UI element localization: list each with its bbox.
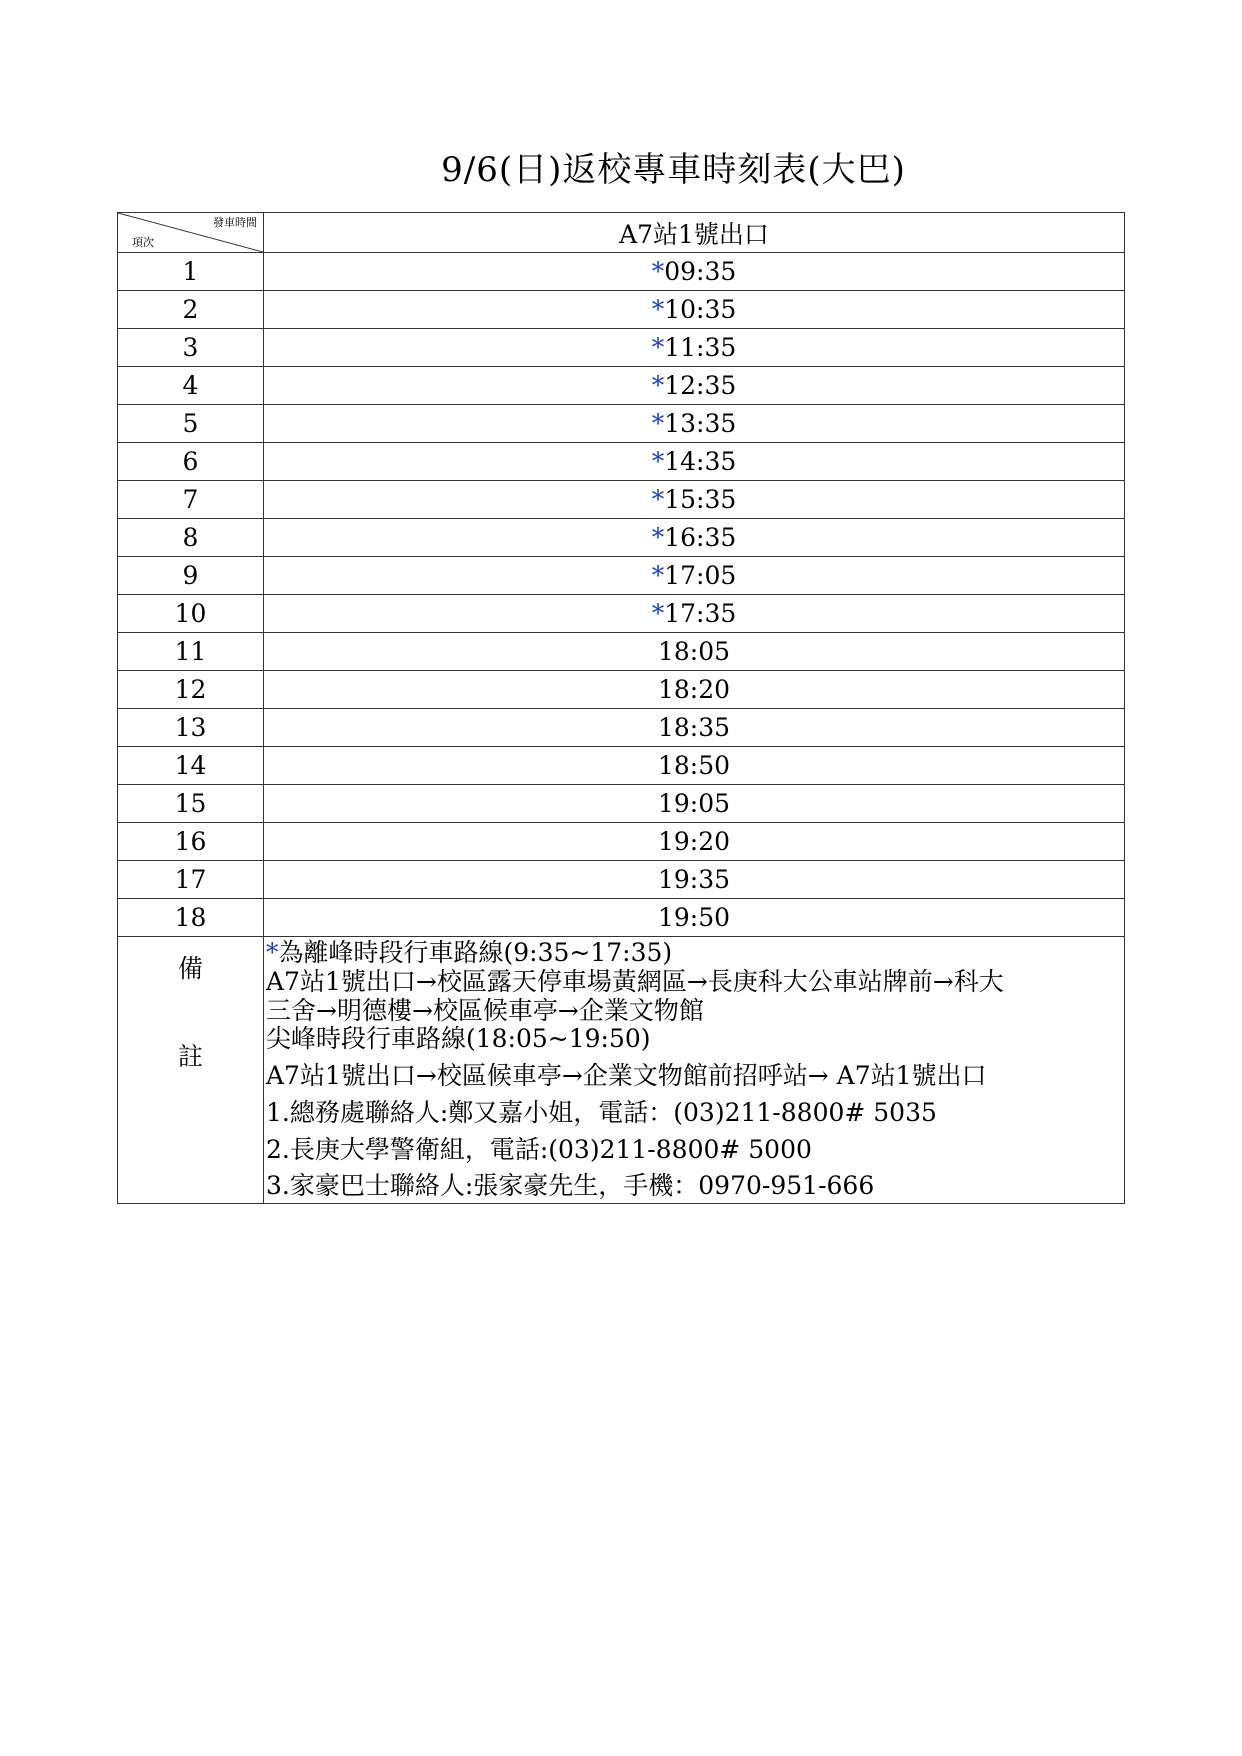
- offpeak-star-marker: *: [651, 371, 665, 400]
- table-row: [118, 747, 1125, 785]
- table-row: [118, 595, 1125, 633]
- offpeak-title: 為離峰時段行車路線(9:35~17:35): [278, 938, 673, 967]
- time-value: 18:50: [657, 751, 731, 780]
- peak-title: 尖峰時段行車路線(18:05~19:50): [266, 1024, 651, 1054]
- departure-time: [264, 747, 1125, 785]
- table-row: [118, 405, 1125, 443]
- departure-time: [264, 481, 1125, 519]
- offpeak-star-marker: *: [651, 599, 665, 628]
- departure-time: [264, 709, 1125, 747]
- row-number: 6: [118, 443, 264, 481]
- time-value: 18:35: [657, 713, 731, 742]
- schedule-table: [117, 212, 1125, 1204]
- time-value: 13:35: [664, 409, 737, 438]
- contact-line-3: 3.家豪巴士聯絡人:張家豪先生，手機：0970-951-666: [266, 1171, 875, 1201]
- offpeak-star-marker: *: [651, 523, 665, 552]
- item-no-label: 項次: [132, 236, 154, 249]
- table-row: [118, 709, 1125, 747]
- row-number: 2: [118, 291, 264, 329]
- offpeak-title-line: [266, 939, 1120, 968]
- remarks-cell: [264, 937, 1125, 1204]
- offpeak-star-marker: *: [651, 485, 665, 514]
- station-header: A7站1號出口: [264, 213, 1125, 253]
- time-value: 10:35: [664, 295, 737, 324]
- time-value: 17:35: [664, 599, 737, 628]
- time-value: 14:35: [664, 447, 737, 476]
- departure-time: [264, 823, 1125, 861]
- row-number: 17: [118, 861, 264, 899]
- departure-time: [264, 329, 1125, 367]
- departure-time: [264, 519, 1125, 557]
- departure-time: [264, 899, 1125, 937]
- time-value: 19:35: [657, 865, 731, 894]
- row-number: 18: [118, 899, 264, 937]
- departure-time: [264, 595, 1125, 633]
- remarks-label-2: 註: [177, 1042, 203, 1071]
- departure-time: [264, 671, 1125, 709]
- row-number: 7: [118, 481, 264, 519]
- table-row: [118, 253, 1125, 291]
- row-number: 12: [118, 671, 264, 709]
- header-row: [118, 213, 1125, 253]
- table-row: [118, 899, 1125, 937]
- offpeak-star-marker: *: [651, 257, 665, 286]
- row-number: 14: [118, 747, 264, 785]
- row-number: 4: [118, 367, 264, 405]
- departure-time: [264, 633, 1125, 671]
- offpeak-star-marker: *: [651, 409, 665, 438]
- offpeak-star-marker: *: [651, 561, 665, 590]
- departure-time: [264, 253, 1125, 291]
- row-number: 13: [118, 709, 264, 747]
- offpeak-star-marker: *: [651, 333, 665, 362]
- row-number: 15: [118, 785, 264, 823]
- departure-time: [264, 367, 1125, 405]
- row-number: 5: [118, 405, 264, 443]
- time-value: 19:50: [657, 903, 731, 932]
- departure-time: [264, 443, 1125, 481]
- table-row: [118, 861, 1125, 899]
- offpeak-star-marker: *: [651, 295, 665, 324]
- table-row: [118, 367, 1125, 405]
- time-value: 15:35: [664, 485, 737, 514]
- departure-time: [264, 557, 1125, 595]
- row-number: 11: [118, 633, 264, 671]
- offpeak-star-marker: *: [651, 447, 665, 476]
- remarks-label-cell: [118, 937, 264, 1204]
- time-value: 19:20: [657, 827, 731, 856]
- departure-time-label: 發車時間: [213, 216, 257, 229]
- time-value: 16:35: [664, 523, 737, 552]
- time-value: 09:35: [664, 257, 737, 286]
- row-number: 9: [118, 557, 264, 595]
- offpeak-route-line-2: 三舍→明德樓→校區候車亭→企業文物館: [266, 995, 704, 1025]
- offpeak-star-marker: *: [266, 938, 279, 967]
- contact-line-2: 2.長庚大學警衛組，電話:(03)211-8800# 5000: [266, 1134, 812, 1164]
- departure-time: [264, 405, 1125, 443]
- table-row: [118, 785, 1125, 823]
- page-title: 9/6(日)返校專車時刻表(大巴): [441, 150, 906, 190]
- row-number: 10: [118, 595, 264, 633]
- remarks-row: [118, 937, 1125, 1204]
- table-row: [118, 633, 1125, 671]
- table-row: [118, 519, 1125, 557]
- time-value: 11:35: [664, 333, 737, 362]
- time-value: 18:20: [657, 675, 731, 704]
- table-row: [118, 557, 1125, 595]
- table-row: [118, 329, 1125, 367]
- time-value: 17:05: [664, 561, 737, 590]
- peak-route: A7站1號出口→校區候車亭→企業文物館前招呼站→ A7站1號出口: [266, 1061, 987, 1090]
- row-number: 1: [118, 253, 264, 291]
- header-corner-cell: [118, 213, 264, 253]
- remarks-label-1: 備: [177, 954, 203, 983]
- departure-time: [264, 785, 1125, 823]
- offpeak-route-line-1: A7站1號出口→校區露天停車場黃網區→長庚科大公車站牌前→科大: [266, 966, 1004, 996]
- time-value: 18:05: [657, 637, 731, 666]
- table-row: [118, 671, 1125, 709]
- time-value: 12:35: [664, 371, 737, 400]
- time-value: 19:05: [657, 789, 731, 818]
- table-row: [118, 823, 1125, 861]
- row-number: 16: [118, 823, 264, 861]
- row-number: 3: [118, 329, 264, 367]
- contact-line-1: 1.總務處聯絡人:鄭又嘉小姐，電話：(03)211-8800# 5035: [266, 1097, 937, 1127]
- row-number: 8: [118, 519, 264, 557]
- table-row: [118, 443, 1125, 481]
- table-row: [118, 291, 1125, 329]
- table-row: [118, 481, 1125, 519]
- departure-time: [264, 861, 1125, 899]
- departure-time: [264, 291, 1125, 329]
